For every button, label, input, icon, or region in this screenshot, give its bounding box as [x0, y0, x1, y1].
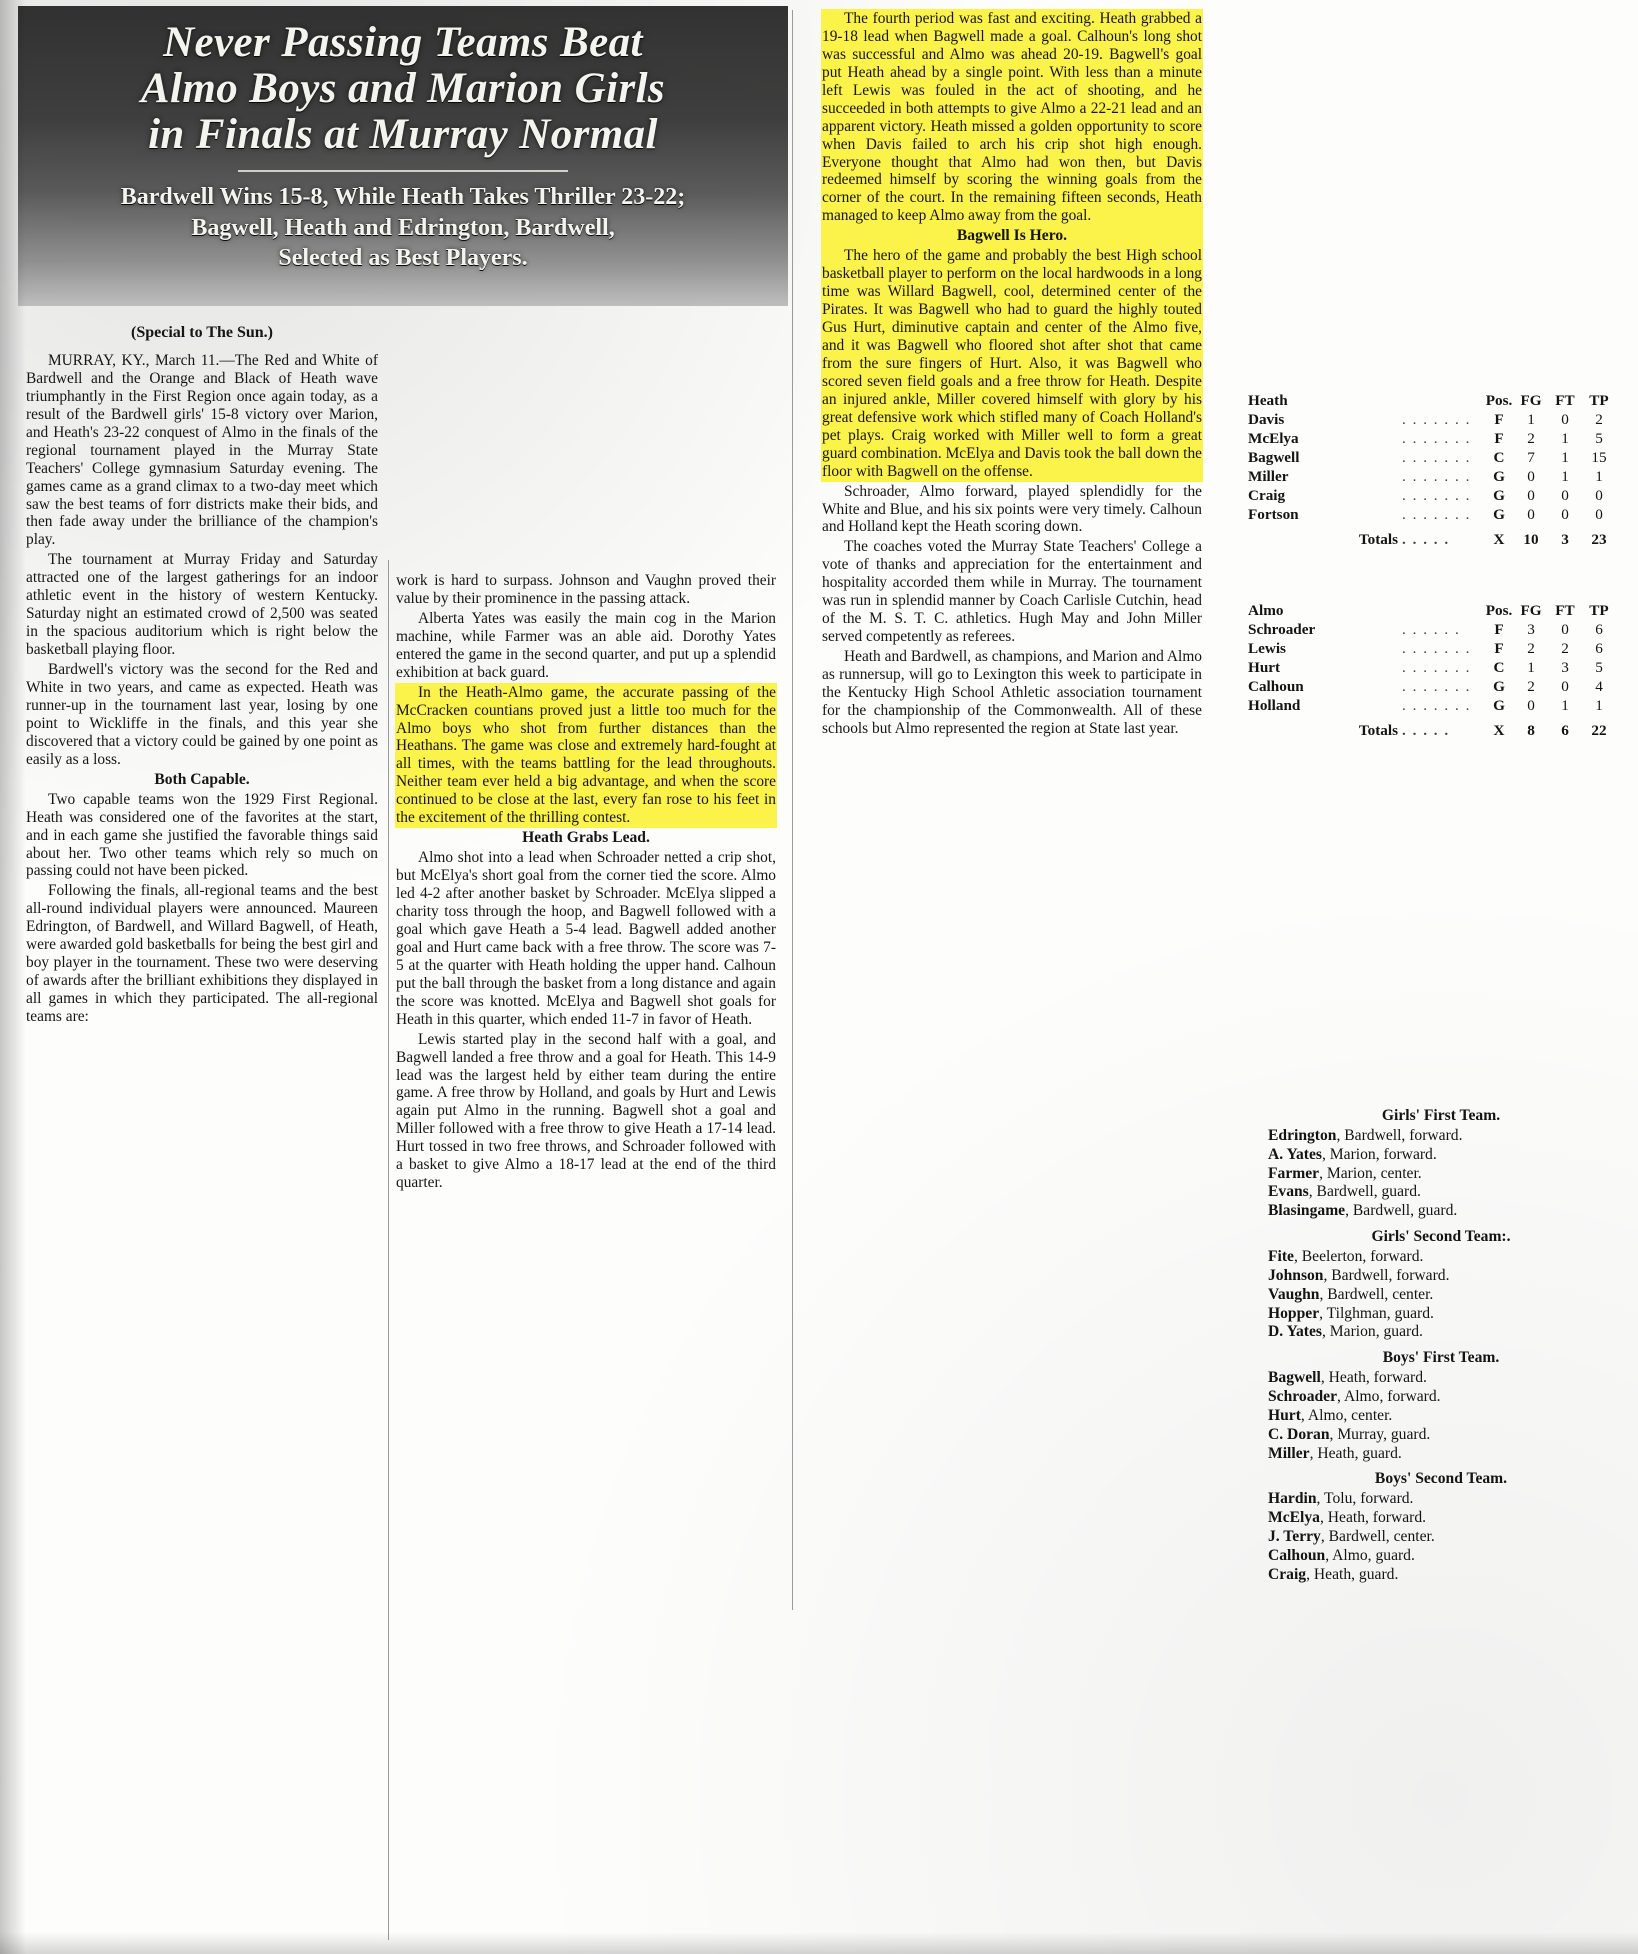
player-fg: 2 [1527, 678, 1535, 695]
player-ft: 3 [1561, 659, 1569, 676]
player-name: Calhoun [1268, 1546, 1326, 1564]
subhead-line-1: Bardwell Wins 15-8, While Heath Takes Thriller 23-22; [120, 184, 686, 210]
paragraph: MURRAY, KY., March 11.—The Red and White of Bardwell and the Orange and Black of Heath wave triumphantly in the First Region once again today, as a result of the Bardwell girls' 15-8 victory over Marion, and Heath's 23-22 conquest of Almo in the finals of the regional tournament played in the Murray State Teachers' College gymnasium Saturday evening. The games came as a grand climax to a two-day meet which saw the best teams of forr districts make their bids, and then fade away under the brilliance of the champion's play. [26, 352, 378, 549]
player-ft: 0 [1561, 621, 1569, 638]
player-name: Farmer [1268, 1164, 1320, 1182]
team-heading: Girls' First Team. [1381, 1107, 1501, 1124]
paragraph: Two capable teams won the 1929 First Regional. Heath was considered one of the favorites at the start, and in each game she justified the favorable things said about her. Two other teams which rely so much on passing could not have been picked. [26, 790, 378, 880]
paragraph: work is hard to surpass. Johnson and Vaughn proved their value by their prominence in the passing attack. [396, 572, 776, 607]
player-tp: 2 [1595, 411, 1603, 428]
player-detail: , Almo, guard. [1325, 1546, 1415, 1564]
paragraph-highlighted: In the Heath-Almo game, the accurate passing of the McCracken countians proved just a little too much for the Almo boys who shot from further distances than the Heathans. The game was close and extremely hard-fought at all times, with the teams battling for the lead throughouts. Neither team ever held a big advantage, and when the score continued to be close at the last, every fan rose to his feet in the excitement of the thrilling contest. [396, 683, 776, 827]
paragraph: Bardwell's victory was the second for the Red and White in two years, and came as expected. Heath was runner-up in the tournament last year, losing by one point to Wickliffe in the finals, and this year she discovered that a victory could be gained by one point as easily as a loss. [26, 660, 378, 768]
list-item [1268, 1127, 1614, 1146]
player-ft: 1 [1561, 697, 1569, 714]
leader-dots: . . . . . . . [1402, 449, 1471, 466]
list-item [1268, 1445, 1614, 1464]
player-name: Craig [1248, 487, 1286, 504]
player-fg: 1 [1527, 411, 1535, 428]
player-name: Schroader [1268, 1388, 1338, 1406]
player-name: Hopper [1268, 1304, 1320, 1322]
leader-dots: . . . . . [1402, 531, 1450, 548]
team-heading: Boys' Second Team. [1374, 1470, 1508, 1488]
player-detail: , Marion, forward. [1322, 1145, 1437, 1163]
boxscore-almo [1248, 602, 1616, 741]
boxscore-heath [1248, 392, 1616, 550]
subhead-line-3: Selected as Best Players. [278, 245, 528, 272]
special-to-line: (Special to The Sun.) [131, 324, 273, 341]
totals-tp: 23 [1591, 531, 1607, 548]
list-item [1268, 1183, 1614, 1202]
paragraph: Following the finals, all-regional teams and the best all-round individual players were announced. Maureen Edrington, of Bardwell, and Willard Bagwell, of Heath, were awarded gold basketballs for being the best girl and boy player in the tournament. These two were deserving of awards after the brilliant exhibitions they displayed in all games in which they participated. The all-regional teams are: [26, 882, 378, 1025]
list-item [1268, 1407, 1614, 1426]
player-name: McElya [1248, 430, 1299, 447]
subheading-bagwell-is-hero: Bagwell Is Hero. [822, 227, 1202, 245]
table-row [1248, 430, 1616, 449]
player-detail: , Bardwell, guard. [1308, 1183, 1421, 1201]
player-ft: 2 [1561, 640, 1569, 657]
player-detail: , Tilghman, guard. [1319, 1304, 1434, 1322]
player-ft: 0 [1561, 487, 1569, 504]
totals-label: Totals [1358, 531, 1398, 548]
player-tp: 6 [1595, 621, 1603, 638]
column-divider-1 [388, 560, 389, 1940]
paragraph: The coaches voted the Murray State Teachers' College a vote of thanks and appreciation for the entertainment and hospitality accorded them while in Murray. The tournament was run in splendid manner by Coach Carlisle Cutchin, head of the M. S. T. C. athletics. Hugh May and John Miller served competently as referees. [822, 538, 1202, 646]
player-tp: 4 [1595, 678, 1603, 695]
team-heading: Boys' First Team. [1382, 1349, 1500, 1367]
player-detail: , Bardwell, forward. [1323, 1266, 1450, 1284]
paragraph-highlighted: The fourth period was fast and exciting. Heath grabbed a 19-18 lead when Bagwell made a goal. Calhoun's long shot was successful and Almo was ahead 20-19. Bagwell's goal put Heath ahead by a single point. With less than a minute left Lewis was fouled in the act of shooting, and he succeeded in both attempts to give Almo a 22-21 lead and an apparent victory. Heath missed a golden opportunity to score when Davis failed to arch his crip shot high enough. Everyone thought that Almo had won then, but Davis redeemed himself by scoring the winning goals from the corner of the court. In the remaining fifteen seconds, Heath managed to keep Almo away from the goal. [822, 10, 1202, 225]
player-ft: 1 [1561, 468, 1569, 485]
subheading-both-capable: Both Capable. [154, 770, 250, 788]
player-detail: , Bardwell, guard. [1345, 1202, 1458, 1220]
boxscore-table [1248, 392, 1616, 550]
player-ft: 0 [1561, 678, 1569, 695]
table-row [1248, 449, 1616, 468]
paragraph: Heath and Bardwell, as champions, and Marion and Almo as runnersup, will go to Lexington this week to participate in the Kentucky High School Athletic association tournament for the championship of the Commonwealth. All of these schools but Almo represented the region at State last year. [822, 648, 1202, 737]
player-detail: , Beelerton, forward. [1293, 1248, 1424, 1266]
player-fg: 2 [1527, 640, 1535, 657]
player-tp: 5 [1595, 659, 1603, 676]
player-detail: , Marion, guard. [1322, 1323, 1423, 1341]
leader-dots: . . . . . . . [1402, 697, 1471, 714]
paragraph: Lewis started play in the second half with a goal, and Bagwell landed a free throw and a goal for Heath. This 14-9 lead was the largest held by either team during the entire game. A free throw by Holland, and goals by Hurt and Lewis again put Almo in the running. Bagwell shot a goal and Miller followed with a free throw to give Heath a 17-14 lead. Hurt tossed in two free throws, and Schroader followed with a basket to give Almo a 18-17 lead at the end of the third quarter. [396, 1030, 776, 1192]
player-fg: 0 [1527, 506, 1535, 523]
player-pos: F [1494, 621, 1504, 638]
player-detail: , Heath, forward. [1319, 1509, 1427, 1527]
player-detail: , Marion, center. [1319, 1164, 1422, 1182]
dateline-block [26, 320, 378, 349]
player-name: Evans [1268, 1183, 1309, 1201]
player-detail: , Tolu, forward. [1316, 1490, 1414, 1508]
table-header-row [1248, 602, 1616, 621]
player-tp: 1 [1595, 468, 1603, 485]
player-ft: 1 [1561, 449, 1569, 466]
totals-fg: 10 [1523, 531, 1539, 548]
table-row [1248, 640, 1616, 659]
player-detail: , Bardwell, center. [1320, 1528, 1435, 1546]
totals-fg: 8 [1527, 722, 1535, 739]
subhead-line-2: Bagwell, Heath and Edrington, Bardwell, [191, 214, 615, 241]
player-name: Blasingame [1268, 1202, 1346, 1220]
player-name: Fortson [1248, 506, 1299, 523]
player-ft: 0 [1561, 506, 1569, 523]
player-name: Hurt [1248, 659, 1281, 676]
table-row [1248, 468, 1616, 487]
player-detail: , Murray, guard. [1329, 1425, 1431, 1443]
column-header-fg: FG [1520, 392, 1542, 409]
player-name: J. Terry [1268, 1528, 1321, 1546]
player-pos: F [1494, 411, 1504, 428]
leader-dots: . . . . . [1402, 722, 1450, 739]
player-ft: 1 [1561, 430, 1569, 447]
player-name: Bagwell [1268, 1369, 1321, 1387]
leader-dots: . . . . . . [1402, 621, 1461, 638]
player-name: McElya [1268, 1509, 1320, 1527]
list-item [1268, 1248, 1614, 1267]
player-tp: 1 [1595, 697, 1603, 714]
list-item [1268, 1267, 1614, 1286]
list-item [1268, 1202, 1614, 1221]
player-name: Davis [1248, 411, 1285, 428]
player-name: Holland [1248, 697, 1301, 714]
table-header-row [1248, 392, 1616, 411]
list-item [1268, 1165, 1614, 1184]
article-column-2 [396, 572, 776, 1194]
player-detail: , Heath, guard. [1306, 1565, 1399, 1583]
leader-dots: . . . . . . . [1402, 468, 1471, 485]
table-row [1248, 621, 1616, 640]
table-row [1248, 487, 1616, 506]
column-header-tp: TP [1589, 602, 1609, 619]
player-tp: 5 [1595, 430, 1603, 447]
player-name: Craig [1268, 1565, 1307, 1583]
leader-dots: . . . . . . . [1402, 487, 1471, 504]
player-tp: 0 [1595, 506, 1603, 523]
player-pos: G [1493, 678, 1505, 695]
player-fg: 3 [1527, 621, 1535, 638]
list-item [1268, 1490, 1614, 1509]
player-pos: G [1493, 506, 1505, 523]
player-name: Fite [1268, 1248, 1294, 1266]
boxscore-table [1248, 602, 1616, 741]
player-name: Calhoun [1248, 678, 1304, 695]
player-name: Vaughn [1268, 1285, 1320, 1303]
list-item [1268, 1528, 1614, 1547]
list-item [1268, 1566, 1614, 1585]
leader-dots: . . . . . . . [1402, 411, 1471, 428]
player-name: Hardin [1268, 1490, 1317, 1508]
player-name: A. Yates [1268, 1145, 1322, 1163]
player-fg: 0 [1527, 697, 1535, 714]
list-item [1268, 1388, 1614, 1407]
player-name: D. Yates [1268, 1323, 1322, 1341]
player-fg: 7 [1527, 449, 1535, 466]
all-regional-teams-list [1268, 1100, 1614, 1585]
paragraph: The tournament at Murray Friday and Saturday attracted one of the largest gatherings for an indoor athletic event in the history of western Kentucky. Saturday night an estimated crowd of 2,500 was seated in the spacious auditorium which is right below the basketball playing floor. [26, 551, 378, 658]
player-pos: F [1494, 430, 1504, 447]
player-name: Hurt [1268, 1406, 1301, 1424]
list-item [1268, 1323, 1614, 1342]
column-divider-2 [792, 10, 793, 1610]
leader-dots: . . . . . . . [1402, 506, 1471, 523]
list-item [1268, 1369, 1614, 1388]
table-row [1248, 506, 1616, 525]
leader-dots [1402, 602, 1484, 621]
leader-dots: . . . . . . . [1402, 659, 1471, 676]
totals-label: Totals [1358, 722, 1398, 739]
player-name: Lewis [1248, 640, 1286, 657]
leader-dots: . . . . . . . [1402, 430, 1471, 447]
totals-pos: X [1493, 531, 1505, 548]
player-fg: 2 [1527, 430, 1535, 447]
column-header-pos: Pos. [1485, 392, 1513, 409]
table-totals-row [1248, 525, 1616, 550]
headline-line-3: in Finals at Murray Normal [148, 111, 658, 158]
column-header-pos: Pos. [1485, 602, 1513, 619]
table-row [1248, 678, 1616, 697]
player-detail: , Almo, forward. [1337, 1388, 1441, 1406]
paragraph: Almo shot into a lead when Schroader netted a crip shot, but McElya's short goal from the corner tied the score. Almo led 4-2 after another basket by Schroader. McElya slipped a charity toss through the hoop, and Bagwell followed with a goal which gave Heath a 5-4 lead. Bagwell added another goal and Hurt came back with a free throw. The score was 7-5 at the quarter with Heath holding the upper hand. Calhoun put the ball through the basket from a long distance and again the score was knotted. McElya and Bagwell shot goals for Heath in this quarter, which ended 11-7 in favor of Heath. [396, 849, 776, 1028]
table-totals-row [1248, 716, 1616, 741]
headline-divider [238, 170, 568, 172]
headline-line-2: Almo Boys and Marion Girls [140, 65, 666, 112]
paragraph: Alberta Yates was easily the main cog in the Marion machine, while Farmer was an able aid. Dorothy Yates entered the game in the second quarter, and put up a splendid exhibition at back guard. [396, 609, 776, 681]
player-ft: 0 [1561, 411, 1569, 428]
player-pos: C [1493, 449, 1505, 466]
player-detail: , Heath, forward. [1320, 1369, 1427, 1387]
team-name: Almo [1248, 602, 1284, 619]
headline-block [18, 6, 788, 306]
leader-dots: . . . . . . . [1402, 678, 1471, 695]
player-pos: F [1494, 640, 1504, 657]
player-fg: 0 [1527, 468, 1535, 485]
leader-dots: . . . . . . . [1402, 640, 1471, 657]
column-header-ft: FT [1555, 392, 1575, 409]
totals-tp: 22 [1591, 722, 1607, 739]
totals-ft: 3 [1561, 531, 1569, 548]
page-bottom-shadow [0, 1932, 1638, 1954]
column-header-ft: FT [1555, 602, 1575, 619]
player-name: Bagwell [1248, 449, 1300, 466]
player-tp: 6 [1595, 640, 1603, 657]
player-name: Miller [1248, 468, 1289, 485]
player-name: C. Doran [1268, 1425, 1330, 1443]
player-detail: , Bardwell, center. [1319, 1285, 1434, 1303]
paragraph: Schroader, Almo forward, played splendidly for the White and Blue, and his six points were very timely. Calhoun and Holland kept the Heath scoring down. [822, 482, 1202, 536]
player-name: Schroader [1248, 621, 1316, 638]
player-name: Johnson [1268, 1266, 1324, 1284]
totals-pos: X [1493, 722, 1505, 739]
player-pos: C [1493, 659, 1505, 676]
list-item [1268, 1547, 1614, 1566]
player-fg: 1 [1527, 659, 1535, 676]
paragraph-highlighted: The hero of the game and probably the best High school basketball player to perform on the local hardwoods in a long time was Willard Bagwell, cool, determined center of the Pirates. It was Bagwell who had to guard the highly touted Gus Hurt, diminutive captain and center of the Almo five, and it was Bagwell who floored shot after shot that came from the sure fingers of Hurt. Also, it was Bagwell who scored seven field goals and a free throw for Heath. Despite an injured ankle, Miller covered himself with glory by his great defensive work which stifled many of Coach Holland's pet plays. Craig worked with Miller well to form a great guard combination. McElya and Davis took the ball down the floor with Bagwell on the offense. [822, 247, 1202, 480]
table-row [1248, 697, 1616, 716]
column-header-tp: TP [1589, 392, 1609, 409]
player-name: Edrington [1268, 1126, 1337, 1144]
player-tp: 15 [1591, 449, 1607, 466]
player-detail: , Almo, center. [1300, 1406, 1393, 1424]
article-column-3 [822, 10, 1202, 740]
team-name: Heath [1248, 392, 1288, 409]
player-detail: , Bardwell, forward. [1336, 1126, 1463, 1144]
headline-line-1: Never Passing Teams Beat [163, 19, 643, 66]
player-fg: 0 [1527, 487, 1535, 504]
list-item [1268, 1286, 1614, 1305]
subheading-heath-grabs-lead: Heath Grabs Lead. [522, 829, 650, 847]
totals-ft: 6 [1561, 722, 1569, 739]
list-item [1268, 1426, 1614, 1445]
list-item [1268, 1146, 1614, 1165]
leader-dots [1402, 392, 1484, 411]
player-pos: G [1493, 487, 1505, 504]
list-item [1268, 1305, 1614, 1324]
table-row [1248, 659, 1616, 678]
list-item [1268, 1509, 1614, 1528]
article-column-1 [26, 352, 378, 1028]
player-pos: G [1493, 697, 1505, 714]
column-header-fg: FG [1520, 602, 1542, 619]
player-detail: , Heath, guard. [1309, 1444, 1402, 1462]
table-row [1248, 411, 1616, 430]
player-name: Miller [1268, 1444, 1310, 1462]
player-tp: 0 [1595, 487, 1603, 504]
player-pos: G [1493, 468, 1505, 485]
team-heading: Girls' Second Team:. [1371, 1228, 1511, 1246]
